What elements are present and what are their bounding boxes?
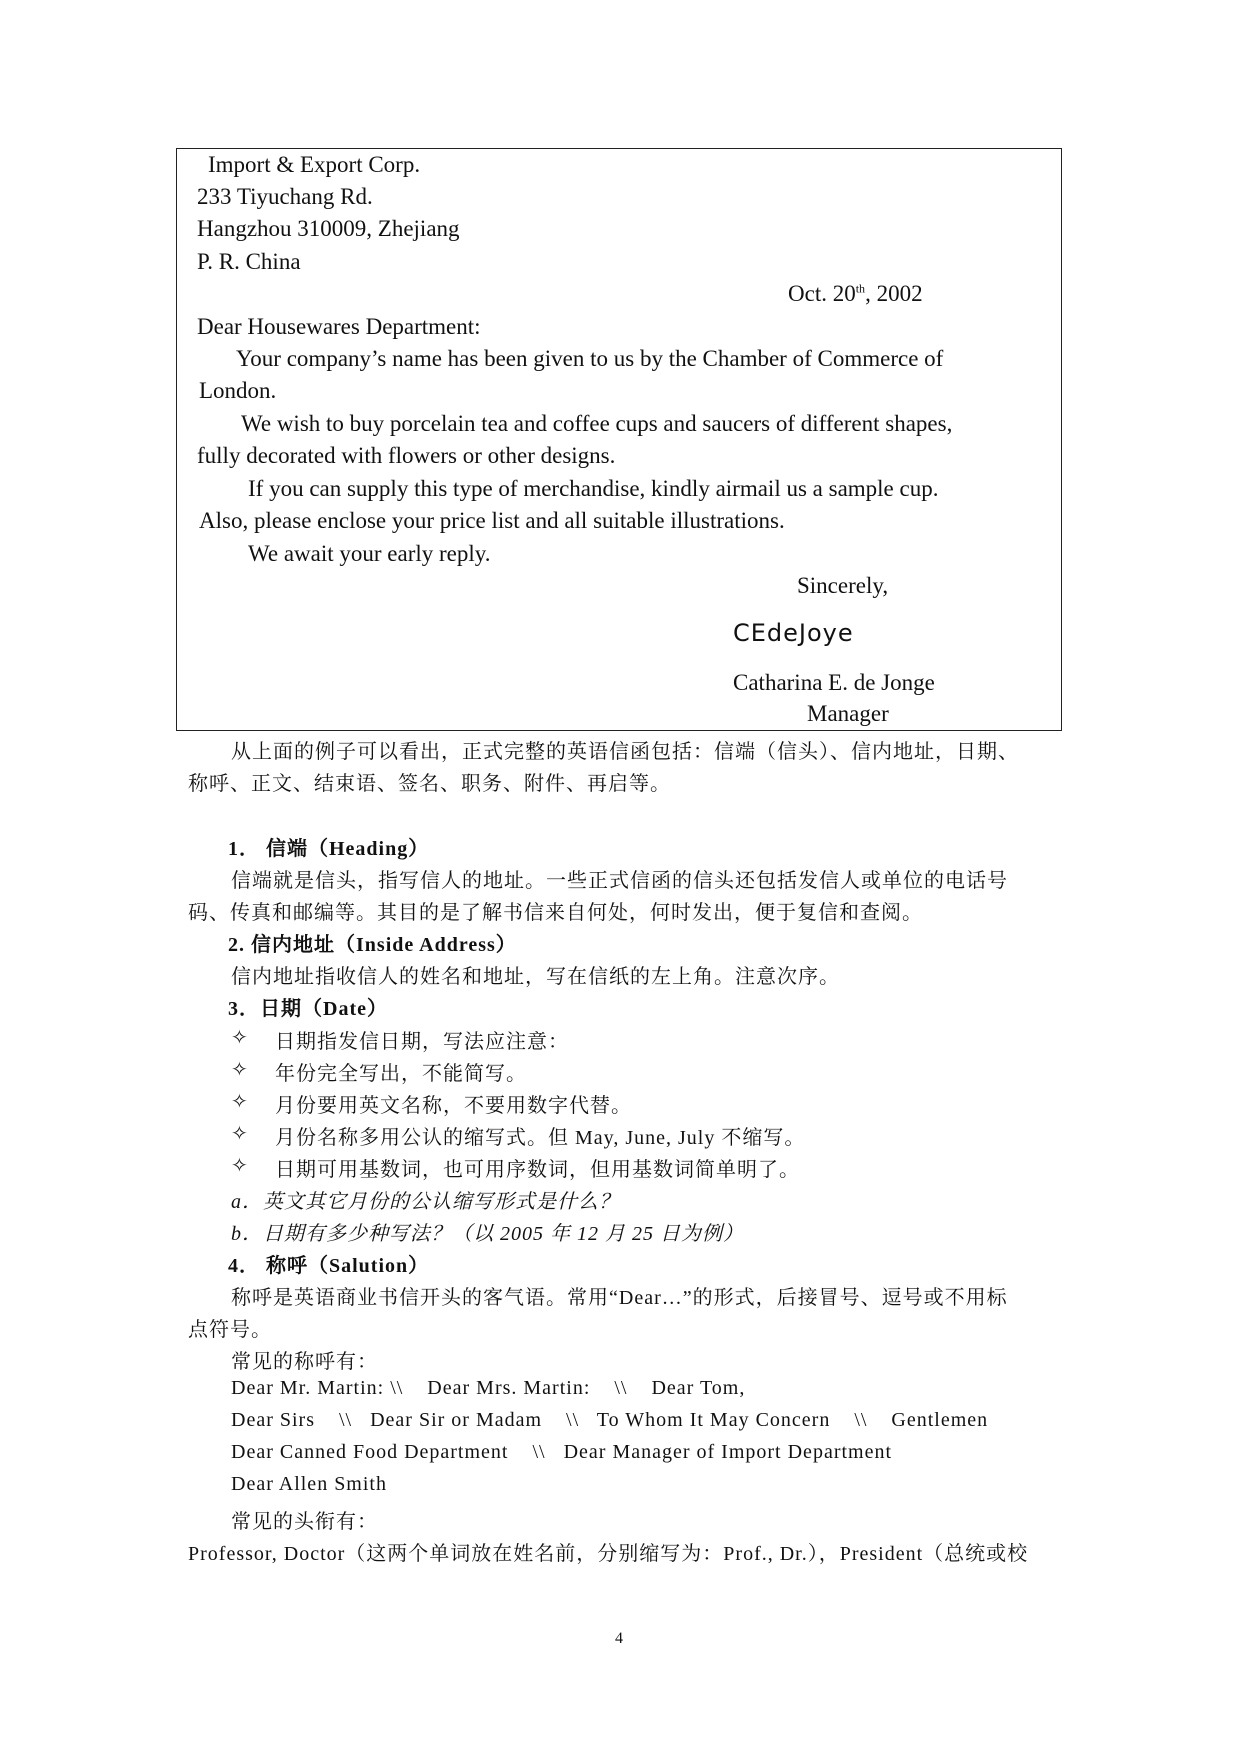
date-bullet-3: ✧ 月份要用英文名称，不要用数字代替。 <box>231 1091 632 1117</box>
section-heading-line-2: 码、传真和邮编等。其目的是了解书信来自何处，何时发出，便于复信和查阅。 <box>188 902 923 924</box>
handwritten-signature: CEdeJoye <box>733 619 854 647</box>
diamond-icon: ✧ <box>231 1155 249 1177</box>
intro-line-1: 从上面的例子可以看出，正式完整的英语信函包括：信端（信头）、信内地址，日期、 <box>231 741 1019 763</box>
intro-line-2: 称呼、正文、结束语、签名、职务、附件、再启等。 <box>188 773 671 795</box>
section-heading-title: 1． 信端（Heading） <box>228 838 430 860</box>
salutation-example-3: Dear Canned Food Department \\ Dear Manager of Import Department <box>231 1441 893 1463</box>
signer-title: Manager <box>807 701 889 726</box>
letter-salutation: Dear Housewares Department: <box>197 314 481 339</box>
section-inside-address-line: 信内地址指收信人的姓名和地址，写在信纸的左上角。注意次序。 <box>231 966 840 988</box>
date-question-a: a．英文其它月份的公认缩写形式是什么？ <box>231 1191 620 1213</box>
sender-city: Hangzhou 310009, Zhejiang <box>197 216 460 241</box>
date-bullet-2: ✧ 年份完全写出，不能简写。 <box>231 1059 527 1085</box>
letter-paragraph-3-line-2: Also, please enclose your price list and all suitable illustrations. <box>199 508 785 533</box>
common-salutations-label: 常见的称呼有： <box>231 1351 378 1373</box>
diamond-icon: ✧ <box>231 1091 249 1113</box>
diamond-icon: ✧ <box>231 1027 249 1049</box>
section-salutation-line-1: 称呼是英语商业书信开头的客气语。常用“Dear…”的形式，后接冒号、逗号或不用标 <box>231 1287 1008 1309</box>
common-titles-line: Professor, Doctor（这两个单词放在姓名前，分别缩写为：Prof., Dr.），President（总统或校 <box>188 1543 1029 1565</box>
date-bullet-1: ✧ 日期指发信日期，写法应注意： <box>231 1027 569 1053</box>
letter-paragraph-3-line-1: If you can supply this type of merchandise, kindly airmail us a sample cup. <box>248 476 939 501</box>
date-bullet-5: ✧ 日期可用基数词，也可用序数词，但用基数词简单明了。 <box>231 1155 800 1181</box>
sender-country: P. R. China <box>197 249 301 274</box>
section-date-title: 3．日期（Date） <box>228 998 388 1020</box>
letter-paragraph-2-line-2: fully decorated with flowers or other designs. <box>197 443 616 468</box>
salutation-example-1: Dear Mr. Martin: \\ Dear Mrs. Martin: \\ Dear Tom, <box>231 1377 746 1399</box>
signer-name: Catharina E. de Jonge <box>733 670 935 695</box>
common-titles-label: 常见的头衔有： <box>231 1511 378 1533</box>
section-salutation-title: 4． 称呼（Salution） <box>228 1255 430 1277</box>
section-salutation-line-2: 点符号。 <box>188 1319 272 1341</box>
sender-company: Import & Export Corp. <box>208 152 421 177</box>
letter-closing: Sincerely, <box>797 573 889 598</box>
date-bullet-4: ✧ 月份名称多用公认的缩写式。但 May, June, July 不缩写。 <box>231 1123 806 1149</box>
diamond-icon: ✧ <box>231 1059 249 1081</box>
section-inside-address-title: 2. 信内地址（Inside Address） <box>228 934 517 956</box>
salutation-example-4: Dear Allen Smith <box>231 1473 387 1495</box>
diamond-icon: ✧ <box>231 1123 249 1145</box>
section-heading-line-1: 信端就是信头，指写信人的地址。一些正式信函的信头还包括发信人或单位的电话号 <box>231 870 1008 892</box>
letter-paragraph-1-line-2: London. <box>199 378 277 403</box>
letter-paragraph-1-line-1: Your company’s name has been given to us by the Chamber of Commerce of <box>236 346 944 371</box>
sender-street: 233 Tiyuchang Rd. <box>197 184 373 209</box>
salutation-example-2: Dear Sirs \\ Dear Sir or Madam \\ To Whom It May Concern \\ Gentlemen <box>231 1409 989 1431</box>
letter-paragraph-2-line-1: We wish to buy porcelain tea and coffee cups and saucers of different shapes, <box>241 411 953 436</box>
date-question-b: b．日期有多少种写法？（以 2005 年 12 月 25 日为例） <box>231 1223 744 1245</box>
letter-date: Oct. 20th, 2002 <box>788 281 923 306</box>
page-number: 4 <box>615 1630 623 1647</box>
letter-paragraph-4: We await your early reply. <box>248 541 491 566</box>
